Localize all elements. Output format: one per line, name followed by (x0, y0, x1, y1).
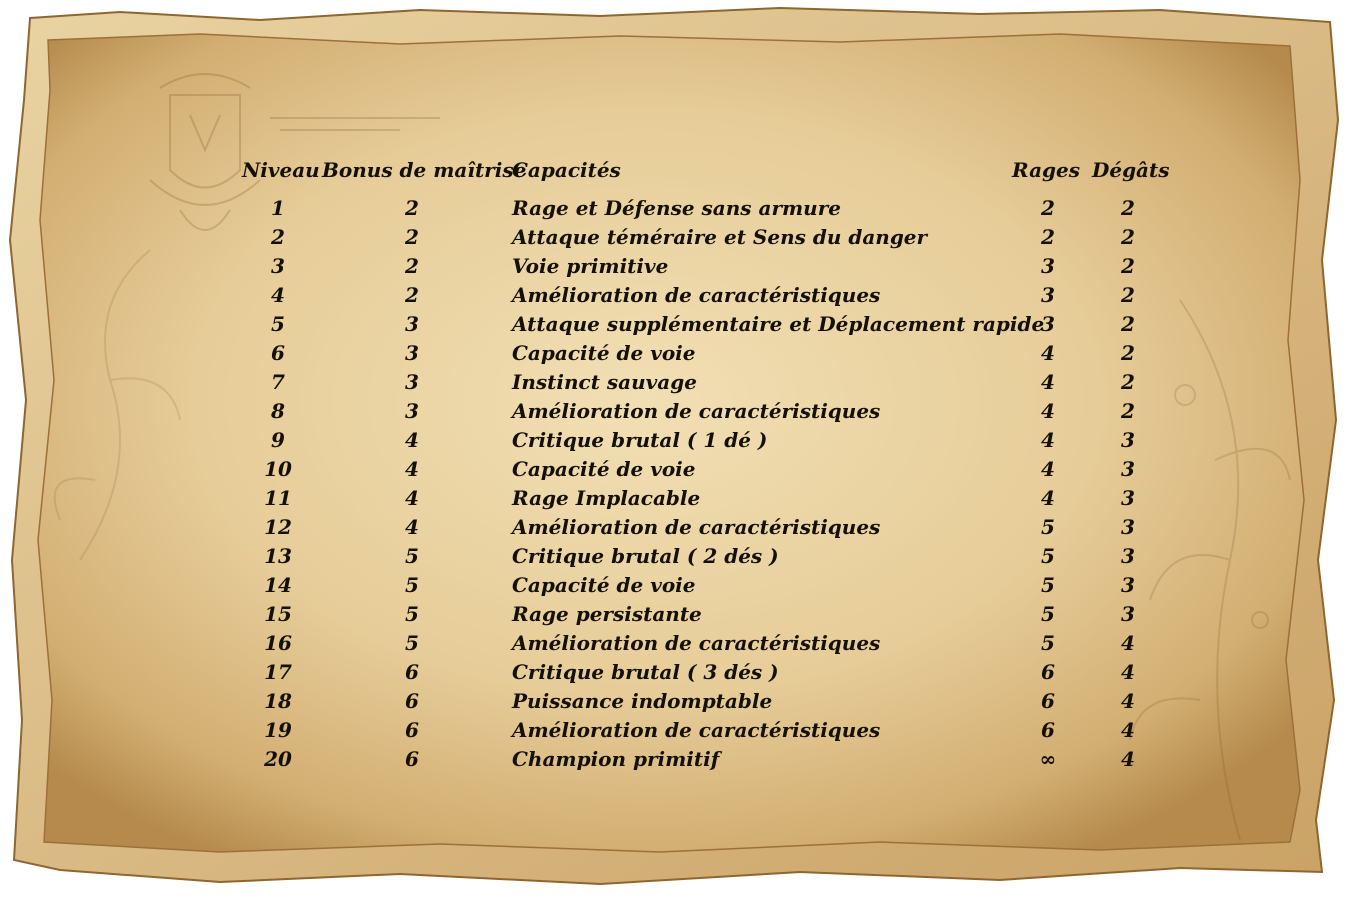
row-rages: 2 (1041, 196, 1055, 220)
row-capacity: Puissance indomptable (512, 689, 773, 713)
row-damage: 4 (1121, 660, 1135, 684)
row-damage: 2 (1121, 254, 1135, 278)
row-level: 16 (264, 631, 292, 655)
row-capacity: Amélioration de caractéristiques (512, 631, 881, 655)
header-rages: Rages (1012, 158, 1081, 182)
row-level: 17 (264, 660, 292, 684)
row-rages: 2 (1041, 225, 1055, 249)
row-damage: 4 (1121, 689, 1135, 713)
row-rages: 5 (1041, 602, 1055, 626)
row-rages: 5 (1041, 515, 1055, 539)
row-rages: 6 (1041, 718, 1055, 742)
row-rages: 5 (1041, 544, 1055, 568)
row-damage: 3 (1121, 457, 1135, 481)
row-proficiency-bonus: 2 (405, 283, 419, 307)
row-damage: 4 (1121, 631, 1135, 655)
row-rages: 3 (1041, 254, 1055, 278)
row-rages: 6 (1041, 660, 1055, 684)
row-damage: 2 (1121, 312, 1135, 336)
row-level: 5 (271, 312, 285, 336)
row-capacity: Voie primitive (512, 254, 669, 278)
row-damage: 3 (1121, 428, 1135, 452)
row-rages: 4 (1041, 341, 1055, 365)
row-rages: 5 (1041, 573, 1055, 597)
row-capacity: Capacité de voie (512, 573, 696, 597)
row-proficiency-bonus: 5 (405, 573, 419, 597)
row-proficiency-bonus: 3 (405, 312, 419, 336)
row-damage: 4 (1121, 747, 1135, 771)
row-damage: 3 (1121, 573, 1135, 597)
row-damage: 3 (1121, 602, 1135, 626)
row-proficiency-bonus: 3 (405, 341, 419, 365)
row-level: 20 (264, 747, 292, 771)
row-level: 2 (271, 225, 285, 249)
row-level: 9 (271, 428, 285, 452)
row-level: 15 (264, 602, 292, 626)
header-damage: Dégâts (1092, 158, 1170, 182)
row-capacity: Rage Implacable (512, 486, 701, 510)
row-rages: 3 (1041, 312, 1055, 336)
row-proficiency-bonus: 6 (405, 689, 419, 713)
row-rages: 4 (1041, 457, 1055, 481)
row-capacity: Critique brutal ( 3 dés ) (512, 660, 779, 684)
row-damage: 2 (1121, 196, 1135, 220)
row-level: 10 (264, 457, 292, 481)
row-proficiency-bonus: 6 (405, 747, 419, 771)
row-proficiency-bonus: 2 (405, 225, 419, 249)
row-level: 8 (271, 399, 285, 423)
row-level: 19 (264, 718, 292, 742)
row-capacity: Attaque supplémentaire et Déplacement rapide (512, 312, 1045, 336)
row-proficiency-bonus: 4 (405, 515, 419, 539)
row-rages: 4 (1041, 399, 1055, 423)
row-proficiency-bonus: 4 (405, 486, 419, 510)
header-level: Niveau (242, 158, 320, 182)
header-proficiency-bonus: Bonus de maîtrise (322, 158, 527, 182)
row-rages: 3 (1041, 283, 1055, 307)
row-capacity: Attaque téméraire et Sens du danger (512, 225, 928, 249)
row-level: 7 (271, 370, 285, 394)
row-level: 6 (271, 341, 285, 365)
row-rages: 4 (1041, 486, 1055, 510)
row-level: 3 (271, 254, 285, 278)
row-proficiency-bonus: 3 (405, 399, 419, 423)
row-capacity: Critique brutal ( 2 dés ) (512, 544, 779, 568)
row-capacity: Champion primitif (512, 747, 720, 771)
row-damage: 2 (1121, 341, 1135, 365)
row-damage: 2 (1121, 225, 1135, 249)
row-level: 13 (264, 544, 292, 568)
row-capacity: Amélioration de caractéristiques (512, 283, 881, 307)
row-capacity: Critique brutal ( 1 dé ) (512, 428, 768, 452)
row-rages: 4 (1041, 370, 1055, 394)
row-level: 12 (264, 515, 292, 539)
row-damage: 4 (1121, 718, 1135, 742)
header-capacities: Capacités (512, 158, 621, 182)
row-proficiency-bonus: 3 (405, 370, 419, 394)
row-capacity: Rage et Défense sans armure (512, 196, 841, 220)
row-level: 14 (264, 573, 292, 597)
row-rages: 4 (1041, 428, 1055, 452)
row-capacity: Capacité de voie (512, 457, 696, 481)
row-proficiency-bonus: 2 (405, 254, 419, 278)
row-capacity: Amélioration de caractéristiques (512, 399, 881, 423)
row-level: 18 (264, 689, 292, 713)
row-level: 11 (264, 486, 292, 510)
row-damage: 3 (1121, 515, 1135, 539)
row-proficiency-bonus: 5 (405, 602, 419, 626)
row-proficiency-bonus: 6 (405, 660, 419, 684)
row-proficiency-bonus: 5 (405, 544, 419, 568)
row-level: 4 (271, 283, 285, 307)
row-capacity: Rage persistante (512, 602, 702, 626)
row-capacity: Capacité de voie (512, 341, 696, 365)
row-level: 1 (271, 196, 285, 220)
row-proficiency-bonus: 4 (405, 457, 419, 481)
row-proficiency-bonus: 5 (405, 631, 419, 655)
row-damage: 2 (1121, 399, 1135, 423)
row-capacity: Amélioration de caractéristiques (512, 515, 881, 539)
row-damage: 3 (1121, 486, 1135, 510)
row-capacity: Instinct sauvage (512, 370, 697, 394)
row-rages: 6 (1041, 689, 1055, 713)
row-proficiency-bonus: 2 (405, 196, 419, 220)
row-rages: ∞ (1039, 747, 1057, 771)
row-damage: 2 (1121, 283, 1135, 307)
row-capacity: Amélioration de caractéristiques (512, 718, 881, 742)
row-proficiency-bonus: 6 (405, 718, 419, 742)
row-damage: 2 (1121, 370, 1135, 394)
row-proficiency-bonus: 4 (405, 428, 419, 452)
row-rages: 5 (1041, 631, 1055, 655)
row-damage: 3 (1121, 544, 1135, 568)
